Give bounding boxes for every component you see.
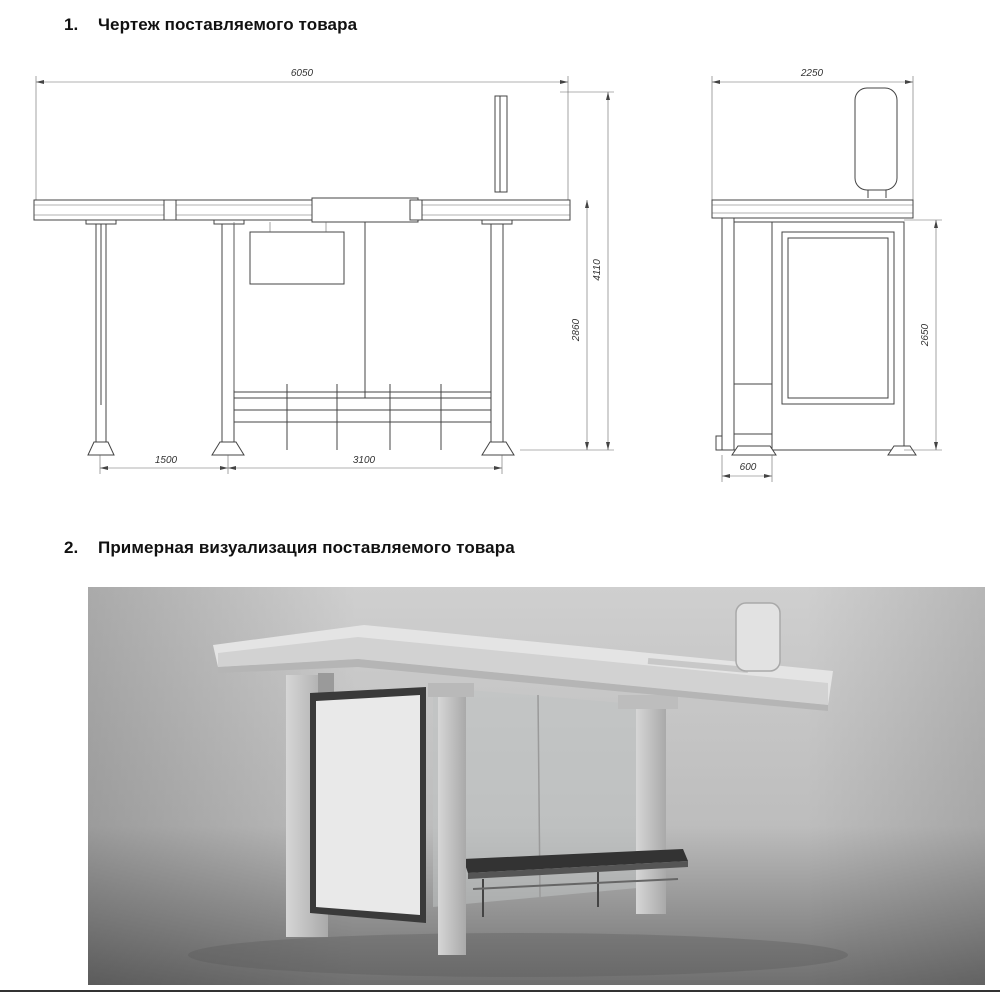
bench-front <box>234 384 491 450</box>
roof-side <box>712 200 913 218</box>
dimension-span-label: 3100 <box>352 455 376 466</box>
dimension-bottom <box>100 455 502 474</box>
roof-front <box>34 198 570 222</box>
dimension-side-depth <box>722 455 772 482</box>
visualization-image <box>88 587 985 985</box>
dimension-total-height <box>520 92 614 450</box>
dimension-canopy-height-label: 2860 <box>571 318 582 342</box>
dimension-total-height-label: 4110 <box>592 259 603 281</box>
section-1-number: 1. <box>64 15 79 34</box>
structure-side <box>716 218 916 455</box>
bus-stop-render <box>88 587 985 985</box>
section-1-title: Чертеж поставляемого товара <box>98 15 358 34</box>
section-2-title: Примерная визуализация поставляемого товара <box>98 538 515 557</box>
dimension-side-height <box>904 220 942 450</box>
section-2-number: 2. <box>64 538 79 557</box>
dimension-side-height-label: 2650 <box>920 323 931 347</box>
dimension-side-depth-label: 600 <box>739 462 757 473</box>
dimension-canopy-height <box>571 200 589 450</box>
bottom-divider <box>0 990 1000 992</box>
ad-panel-front <box>250 232 344 284</box>
sign-board-front <box>495 96 507 192</box>
section-2-heading <box>64 538 515 558</box>
front-view-drawing <box>34 68 614 474</box>
dimension-total-width-label: 6050 <box>290 68 314 79</box>
dimension-overhang-label: 1500 <box>154 455 178 466</box>
dimension-total-width <box>36 68 568 200</box>
sign-board-side <box>855 88 897 190</box>
side-view-drawing <box>712 68 942 482</box>
dimension-side-width-label: 2250 <box>800 68 824 79</box>
